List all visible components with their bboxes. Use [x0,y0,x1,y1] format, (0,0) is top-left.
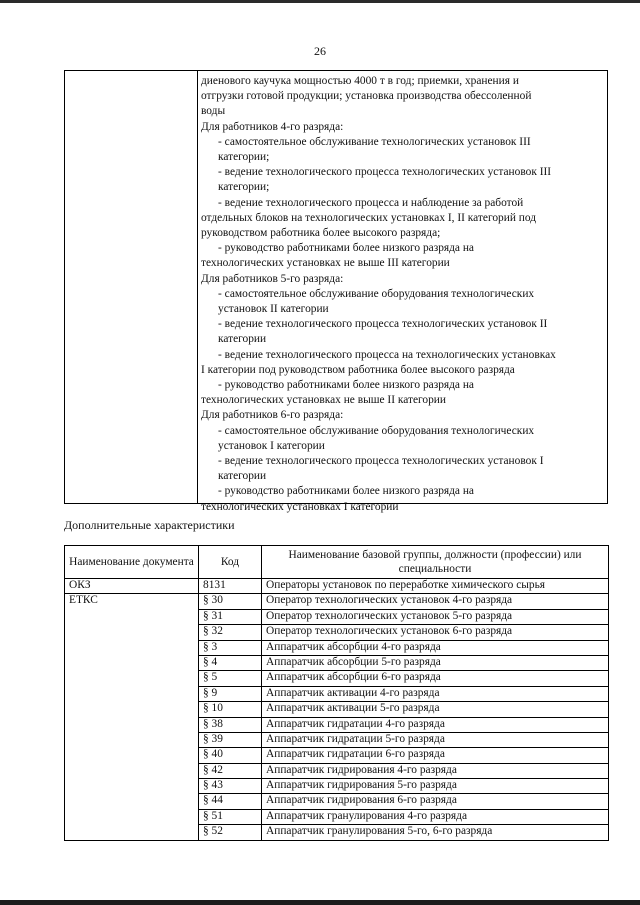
cell-code: § 44 [199,794,262,809]
cell-code: § 10 [199,702,262,717]
table-row [65,809,609,824]
cell-code: § 32 [199,625,262,640]
cell-name: Аппаратчик абсорбции 5-го разряда [262,655,609,670]
cell-name: Аппаратчик гидрирования 4-го разряда [262,763,609,778]
cell-name: Аппаратчик гидратации 4-го разряда [262,717,609,732]
header-document-name: Наименование документа [65,546,199,579]
text-line: - самостоятельное обслуживание технологических установок III [218,135,531,148]
cell-code: 8131 [199,579,262,594]
cell-code: § 40 [199,748,262,763]
cell-document [65,825,199,840]
cell-document [65,671,199,686]
cell-document [65,717,199,732]
text-line: - ведение технологического процесса технологических установок I [218,455,544,468]
table-row [65,779,609,794]
text-line: - руководство работниками более низкого разряда на [218,485,474,498]
cell-name: Оператор технологических установок 6-го разряда [262,625,609,640]
scan-edge-bottom [0,900,640,905]
cell-name: Аппаратчик гранулирования 5-го, 6-го разряда [262,825,609,840]
cell-document [65,779,199,794]
table-row [65,794,609,809]
cell-name: Аппаратчик абсорбции 4-го разряда [262,640,609,655]
table-row [65,609,609,624]
cell-code: § 30 [199,594,262,609]
additional-characteristics-table [64,545,609,841]
job-functions-cell [201,74,604,515]
continuation-table [64,70,608,513]
cell-document [65,625,199,640]
cell-code: § 4 [199,655,262,670]
table-row [65,825,609,840]
text-line: диенового каучука мощностью 4000 т в год; приемки, хранения и [201,75,519,87]
cell-document [65,609,199,624]
text-line: технологических установках I категории [201,500,399,513]
cell-document: ОКЗ [65,579,199,594]
header-code: Код [199,546,262,579]
cell-code: § 42 [199,763,262,778]
cell-document: ЕТКС [65,594,199,609]
table-row [65,717,609,732]
cell-name: Аппаратчик абсорбции 6-го разряда [262,671,609,686]
page-number: 26 [314,44,326,58]
table-row [65,686,609,701]
cell-code: § 43 [199,779,262,794]
text-line: категории; [218,151,270,164]
text-line: - ведение технологического процесса технологических установок III [218,166,552,179]
text-line: I категории под руководством работника более высокого разряда [201,363,515,376]
table-header-row [65,546,609,579]
cell-code: § 51 [199,809,262,824]
cell-document [65,655,199,670]
cell-name: Операторы установок по переработке химического сырья [262,579,609,594]
cell-code: § 39 [199,732,262,747]
cell-name: Аппаратчик гидратации 6-го разряда [262,748,609,763]
text-line: Для работников 5-го разряда: [201,272,344,285]
scan-edge-top [0,0,640,3]
cell-code: § 38 [199,717,262,732]
cell-name: Оператор технологических установок 4-го разряда [262,594,609,609]
table-row [65,579,609,594]
text-line: - руководство работниками более низкого разряда на [218,242,474,255]
cell-name: Аппаратчик гранулирования 4-го разряда [262,809,609,824]
cell-code: § 3 [199,640,262,655]
text-line: категории; [218,181,270,194]
cell-code: § 31 [199,609,262,624]
section-title: Дополнительные характеристики [64,518,235,532]
text-line: - ведение технологического процесса и наблюдение за работой [218,196,524,209]
text-line: установок I категории [218,439,325,452]
text-line: - руководство работниками более низкого разряда на [218,379,474,392]
table-row [65,594,609,609]
text-line: технологических установках не выше II категории [201,394,446,407]
text-line: категории [218,333,267,346]
text-line: отгрузки готовой продукции; установка производства обессоленной [201,90,532,103]
table-row [65,702,609,717]
table-row [65,763,609,778]
table-body [65,579,609,841]
cell-document [65,763,199,778]
cell-name: Аппаратчик активации 5-го разряда [262,702,609,717]
text-line: - ведение технологического процесса технологических установок II [218,318,548,331]
text-line: Для работников 6-го разряда: [201,409,344,422]
cell-code: § 9 [199,686,262,701]
cell-document [65,809,199,824]
cell-name: Аппаратчик гидрирования 5-го разряда [262,779,609,794]
cell-name: Аппаратчик активации 4-го разряда [262,686,609,701]
cell-document [65,686,199,701]
cell-document [65,748,199,763]
table-row [65,748,609,763]
table-row [65,732,609,747]
text-line: - самостоятельное обслуживание оборудования технологических [218,287,535,300]
text-line: технологических установках не выше III категории [201,257,450,270]
cell-document [65,794,199,809]
cell-code: § 52 [199,825,262,840]
header-group-name: Наименование базовой группы, должности (профессии) или специальности [262,546,609,579]
text-line: отдельных блоков на технологических установках I, II категорий под [201,211,537,224]
text-line: руководством работника более высокого разряда; [201,227,441,240]
text-line: воды [201,105,226,118]
cell-name: Оператор технологических установок 5-го разряда [262,609,609,624]
cell-name: Аппаратчик гидрирования 6-го разряда [262,794,609,809]
cell-document [65,732,199,747]
text-line: - ведение технологического процесса на технологических установках [218,348,556,361]
table-row [65,655,609,670]
cell-document [65,640,199,655]
column-divider [197,71,198,503]
table-row [65,640,609,655]
table-row [65,625,609,640]
text-line: категории [218,470,267,483]
table-row [65,671,609,686]
cell-code: § 5 [199,671,262,686]
text-line: Для работников 4-го разряда: [201,120,344,133]
text-line: установок II категории [218,303,329,316]
cell-name: Аппаратчик гидратации 5-го разряда [262,732,609,747]
cell-document [65,702,199,717]
text-line: - самостоятельное обслуживание оборудования технологических [218,424,535,437]
